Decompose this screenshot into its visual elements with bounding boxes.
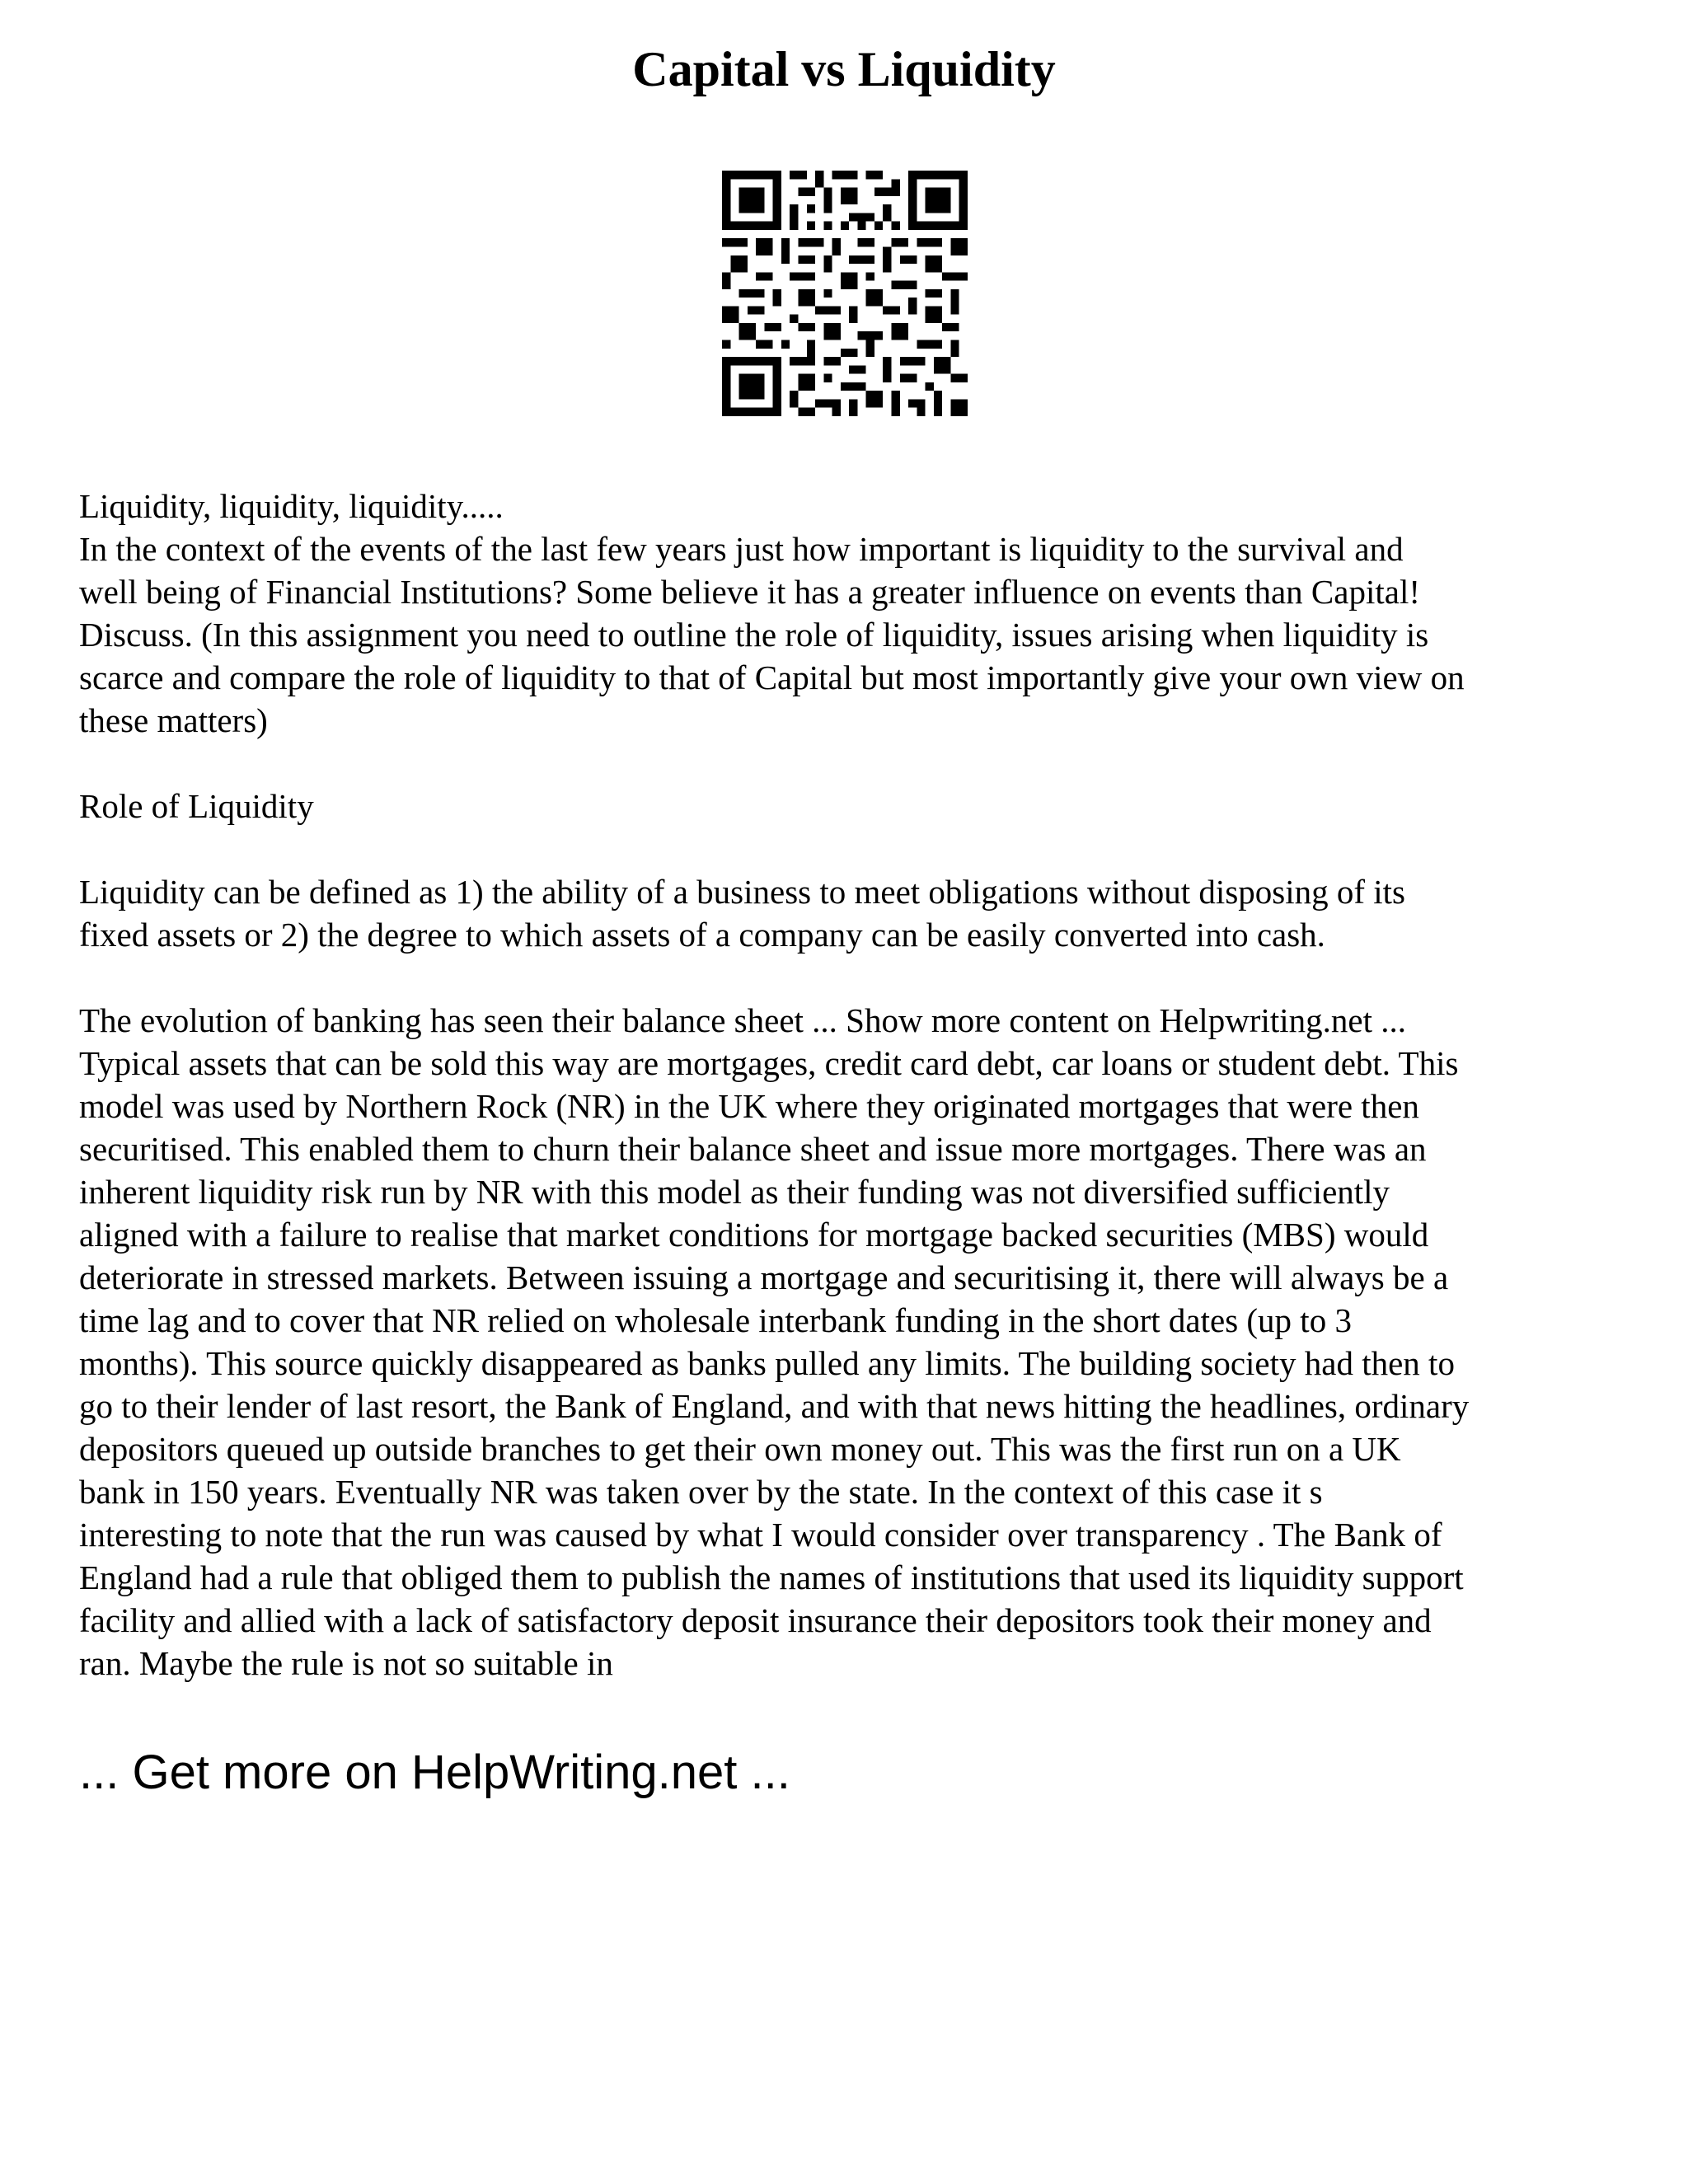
page-title: Capital vs Liquidity [632,42,1056,96]
text-line: depositors queued up outside branches to get their own money out. This was the first run on a UK [79,1430,1401,1468]
text-line: Typical assets that can be sold this way are mortgages, credit card debt, car loans or student debt. This [79,1044,1459,1082]
text-line: Liquidity can be defined as 1) the ability of a business to meet obligations without disposing of its [79,873,1406,911]
text-line: model was used by Northern Rock (NR) in the UK where they originated mortgages that were then [79,1087,1419,1125]
main-paragraph [79,999,1629,1685]
definition-paragraph [79,870,1629,956]
text-line: bank in 150 years. Eventually NR was taken over by the state. In the context of this case it s [79,1473,1323,1511]
text-line: time lag and to cover that NR relied on wholesale interbank funding in the short dates (up to 3 [79,1301,1352,1339]
text-line: England had a rule that obliged them to publish the names of institutions that used its liquidity support [79,1558,1464,1596]
get-more-link[interactable]: ... Get more on HelpWriting.net ... [79,1746,790,1799]
text-line: Discuss. (In this assignment you need to outline the role of liquidity, issues arising when liquidity is [79,616,1429,654]
qr-code-graphic [722,171,968,416]
text-line: facility and allied with a lack of satisfactory deposit insurance their depositors took their money and [79,1601,1432,1639]
intro-line: Liquidity, liquidity, liquidity..... [79,487,504,525]
text-line: The evolution of banking has seen their balance sheet ... Show more content on Helpwriting.net ... [79,1001,1406,1039]
qr-code-icon [722,171,968,416]
text-line: deteriorate in stressed markets. Between issuing a mortgage and securitising it, there will always be a [79,1258,1449,1296]
section-heading: Role of Liquidity [79,787,314,825]
question-paragraph [79,527,1629,742]
text-line: securitised. This enabled them to churn their balance sheet and issue more mortgages. There was an [79,1130,1427,1168]
text-line: inherent liquidity risk run by NR with this model as their funding was not diversified sufficiently [79,1173,1390,1211]
text-line: these matters) [79,701,268,739]
text-line: fixed assets or 2) the degree to which assets of a company can be easily converted into cash. [79,916,1325,954]
text-line: well being of Financial Institutions? Some believe it has a greater influence on events than Capital! [79,573,1420,611]
text-line: scarce and compare the role of liquidity to that of Capital but most importantly give your own view on [79,658,1465,696]
text-line: go to their lender of last resort, the Bank of England, and with that news hitting the headlines, ordinary [79,1387,1470,1425]
text-line: In the context of the events of the last few years just how important is liquidity to the survival and [79,530,1404,568]
text-line: months). This source quickly disappeared as banks pulled any limits. The building society had then to [79,1344,1455,1382]
text-line: aligned with a failure to realise that market conditions for mortgage backed securities (MBS) would [79,1216,1429,1254]
text-line: interesting to note that the run was caused by what I would consider over transparency . The Bank of [79,1516,1442,1554]
text-line: ran. Maybe the rule is not so suitable in [79,1644,613,1682]
document-body [79,485,1629,1685]
